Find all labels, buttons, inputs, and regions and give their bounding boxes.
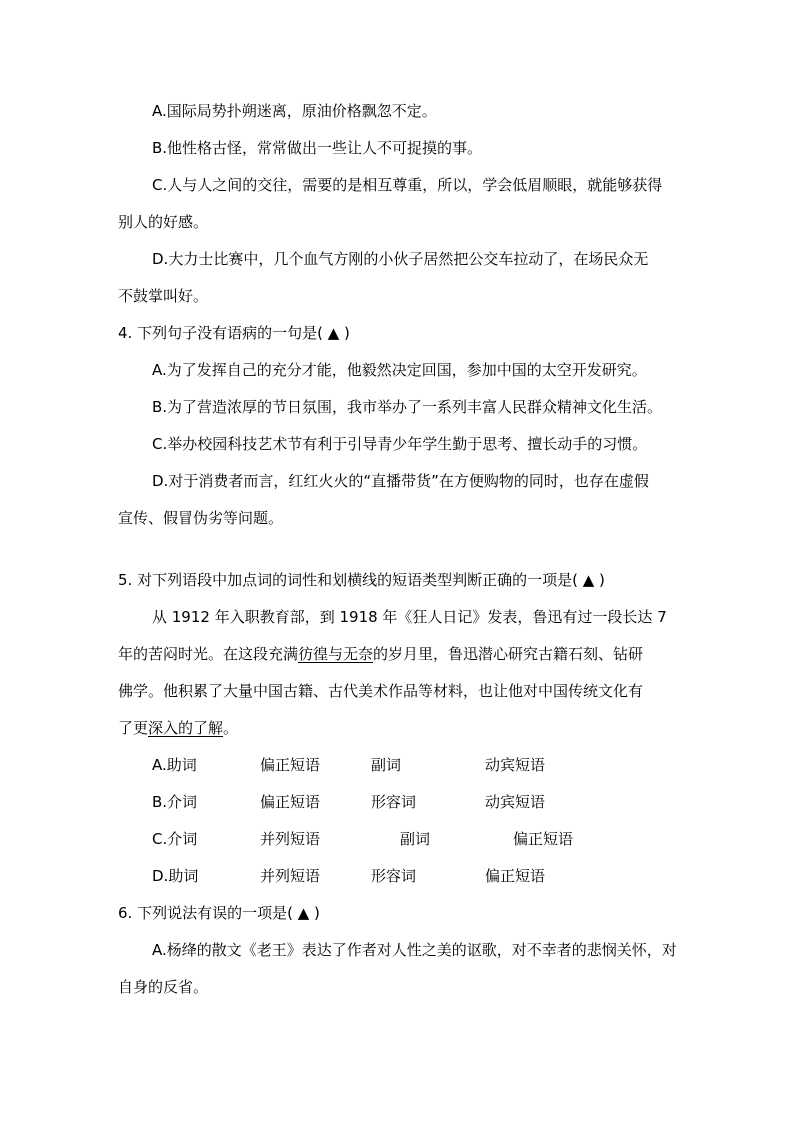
q5-passage-line3: 佛学。他积累了大量中国古籍、古代美术作品等材料，也让他对中国传统文化有 [118,682,644,700]
option-cell: 形容词 [371,867,417,885]
option-cell: 并列短语 [260,830,321,848]
option-cell: 形容词 [371,793,417,811]
q6-stem: 6. 下列说法有误的一项是( ▲ ) [118,904,320,922]
option-cell: A.助词 [152,756,197,774]
option-cell: B.介词 [152,793,198,811]
underlined-phrase-2: 深入的了解 [148,719,224,737]
option-cell: 并列短语 [260,867,321,885]
q4-option-d-line2: 宣传、假冒伪劣等问题。 [118,509,284,527]
passage-text: 年的苦闷时光。在这段充满 [118,645,299,663]
q5-stem: 5. 对下列语段中加点词的词性和划横线的短语类型判断正确的一项是( ▲ ) [118,571,605,589]
q6-option-a-line1: A.杨绛的散文《老王》表达了作者对人性之美的讴歌，对不幸者的悲悯关怀，对 [152,941,677,959]
q5-passage-line2 [118,644,643,664]
q4-option-d-line1: D.对于消费者而言，红红火火的“直播带货”在方便购物的同时，也存在虚假 [152,472,649,490]
option-cell: 偏正短语 [485,867,546,885]
option-cell: 偏正短语 [513,830,574,848]
underlined-phrase-1: 彷徨与无奈 [298,645,374,663]
option-cell: 动宾短语 [485,756,546,774]
q3-option-c-line2: 别人的好感。 [118,213,209,231]
q3-option-a: A.国际局势扑朔迷离，原油价格飘忽不定。 [152,102,437,120]
passage-text: 。 [223,719,239,737]
q5-passage-line1: 从 1912 年入职教育部，到 1918 年《狂人日记》发表，鲁迅有过一段长达 7 [152,608,667,626]
q5-passage-line4 [118,718,238,738]
q4-stem: 4. 下列句子没有语病的一句是( ▲ ) [118,324,350,342]
q4-option-c: C.举办校园科技艺术节有利于引导青少年学生勤于思考、擅长动手的习惯。 [152,435,648,453]
option-cell: 偏正短语 [260,756,321,774]
passage-text: 的岁月里，鲁迅潜心研究古籍石刻、钻研 [373,645,644,663]
option-cell: 副词 [371,756,402,774]
q3-option-c-line1: C.人与人之间的交往，需要的是相互尊重，所以，学会低眉顺眼，就能够获得 [152,176,663,194]
option-cell: D.助词 [152,867,199,885]
option-cell: C.介词 [152,830,198,848]
passage-text: 了更 [118,719,149,737]
option-cell: 副词 [400,830,431,848]
q4-option-b: B.为了营造浓厚的节日氛围，我市举办了一系列丰富人民群众精神文化生活。 [152,398,663,416]
q4-option-a: A.为了发挥自己的充分才能，他毅然决定回国，参加中国的太空开发研究。 [152,361,647,379]
q3-option-d-line2: 不鼓掌叫好。 [118,287,209,305]
option-cell: 偏正短语 [260,793,321,811]
q3-option-b: B.他性格古怪，常常做出一些让人不可捉摸的事。 [152,139,483,157]
q6-option-a-line2: 自身的反省。 [118,978,209,996]
q3-option-d-line1: D.大力士比赛中，几个血气方刚的小伙子居然把公交车拉动了，在场民众无 [152,250,649,268]
option-cell: 动宾短语 [485,793,546,811]
